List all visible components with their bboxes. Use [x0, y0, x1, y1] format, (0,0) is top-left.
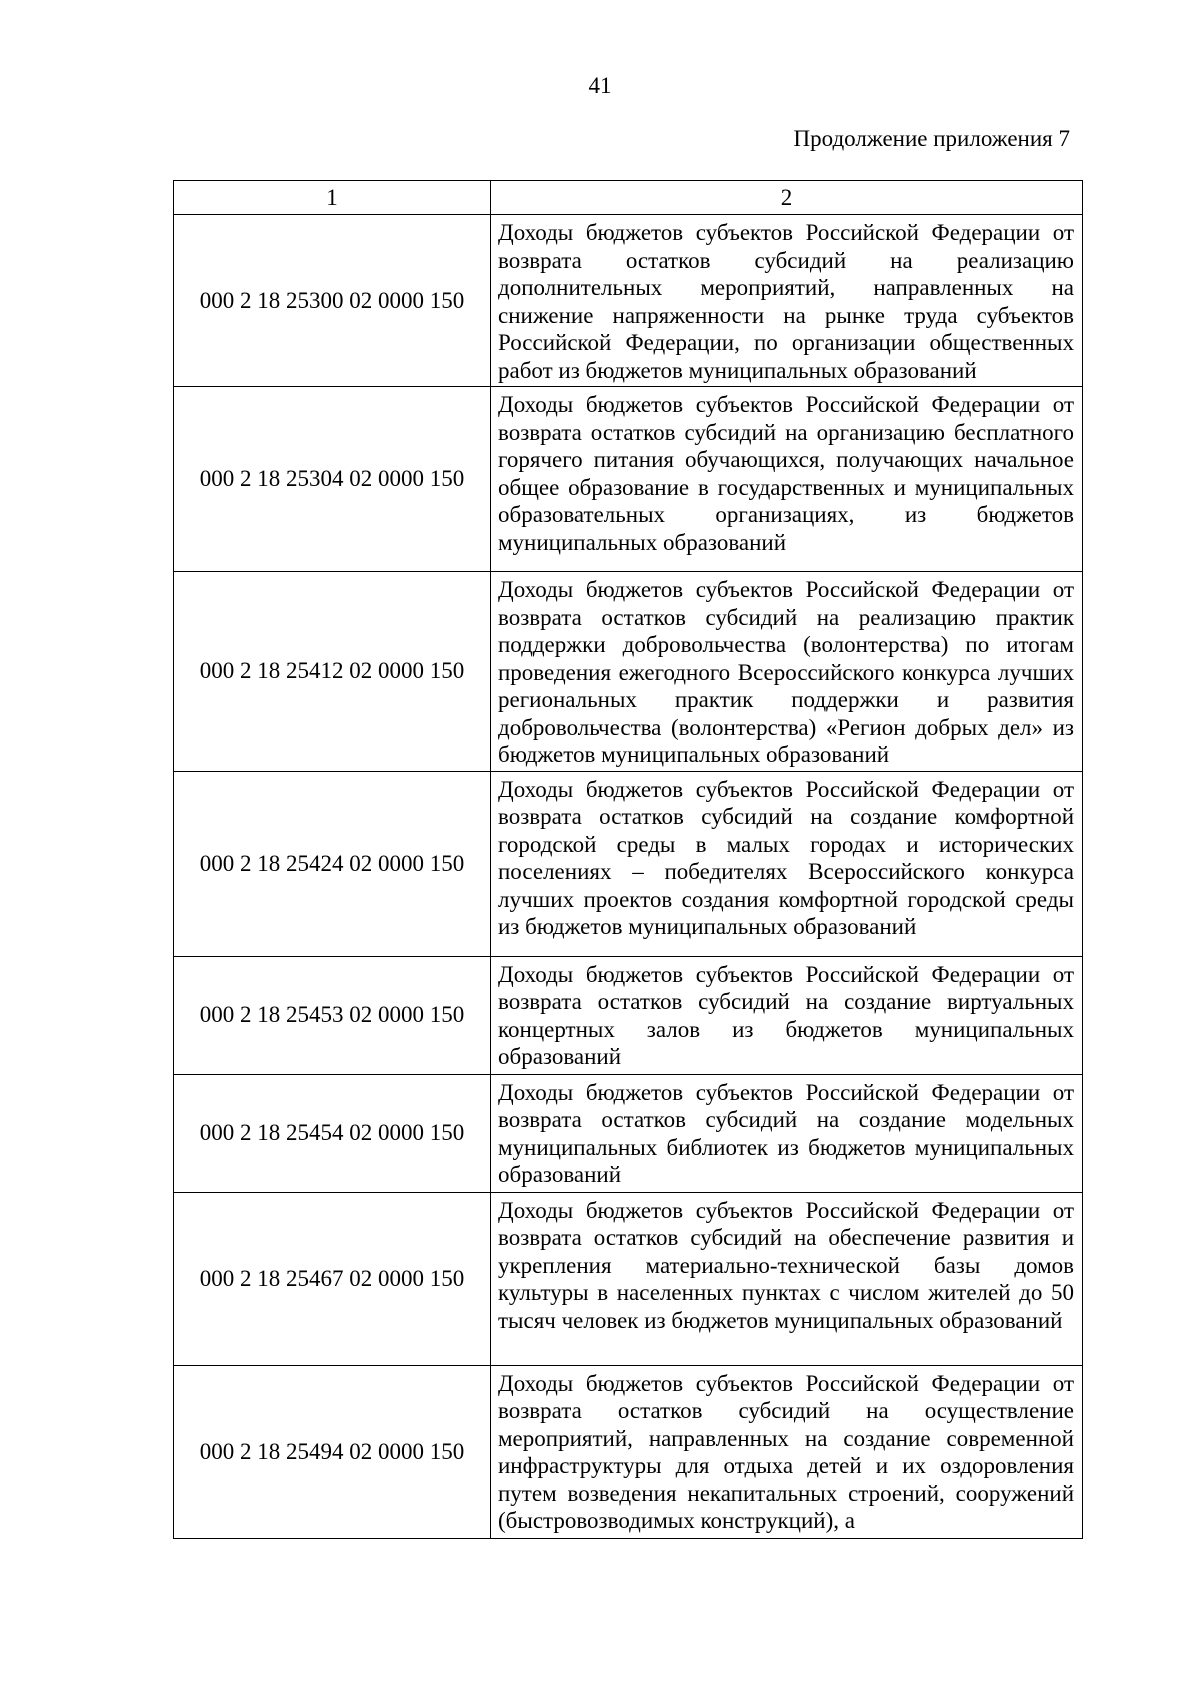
table-row — [174, 387, 1083, 572]
budget-code: 000 2 18 25454 02 0000 150 — [174, 1074, 491, 1192]
table-row — [174, 572, 1083, 772]
income-description: Доходы бюджетов субъектов Российской Федерации от возврата остатков субсидий на обеспечение развития и укрепления материально-технической базы домов культуры в населенных пунктах с числом жителей до 50 тысяч человек из бюджетов муниципальных образований — [491, 1192, 1083, 1365]
table-row — [174, 1192, 1083, 1365]
income-codes-table — [173, 180, 1083, 1539]
income-description: Доходы бюджетов субъектов Российской Федерации от возврата остатков субсидий на организацию бесплатного горячего питания обучающихся, получающих начальное общее образование в государственных и муниципальных образовательных организациях, из бюджетов муниципальных образований — [491, 387, 1083, 572]
column-header-1: 1 — [174, 181, 491, 215]
budget-code: 000 2 18 25453 02 0000 150 — [174, 956, 491, 1074]
table-row — [174, 771, 1083, 956]
income-description: Доходы бюджетов субъектов Российской Федерации от возврата остатков субсидий на осуществление мероприятий, направленных на создание современной инфраструктуры для отдыха детей и их оздоровления путем возведения некапитальных строений, сооружений (быстровозводимых конструкций), а — [491, 1365, 1083, 1538]
page-number: 41 — [588, 73, 612, 98]
income-description: Доходы бюджетов субъектов Российской Федерации от возврата остатков субсидий на создание комфортной городской среды в малых городах и исторических поселениях – победителях Всероссийского конкурса лучших проектов создания комфортной городской среды из бюджетов муниципальных образований — [491, 771, 1083, 956]
table-row — [174, 956, 1083, 1074]
table-row — [174, 215, 1083, 387]
appendix-label: Продолжение приложения 7 — [793, 126, 1070, 151]
table-row — [174, 1074, 1083, 1192]
budget-code: 000 2 18 25300 02 0000 150 — [174, 215, 491, 387]
budget-code: 000 2 18 25467 02 0000 150 — [174, 1192, 491, 1365]
income-description: Доходы бюджетов субъектов Российской Федерации от возврата остатков субсидий на реализацию дополнительных мероприятий, направленных на снижение напряженности на рынке труда субъектов Российской Федерации, по организации общественных работ из бюджетов муниципальных образований — [491, 215, 1083, 387]
income-description: Доходы бюджетов субъектов Российской Федерации от возврата остатков субсидий на создание виртуальных концертных залов из бюджетов муниципальных образований — [491, 956, 1083, 1074]
budget-code: 000 2 18 25304 02 0000 150 — [174, 387, 491, 572]
table-header-row — [174, 181, 1083, 215]
income-description: Доходы бюджетов субъектов Российской Федерации от возврата остатков субсидий на создание модельных муниципальных библиотек из бюджетов муниципальных образований — [491, 1074, 1083, 1192]
column-header-2: 2 — [491, 181, 1083, 215]
income-description: Доходы бюджетов субъектов Российской Федерации от возврата остатков субсидий на реализацию практик поддержки добровольчества (волонтерства) по итогам проведения ежегодного Всероссийского конкурса лучших региональных практик поддержки и развития добровольчества (волонтерства) «Регион добрых дел» из бюджетов муниципальных образований — [491, 572, 1083, 772]
budget-code: 000 2 18 25412 02 0000 150 — [174, 572, 491, 772]
budget-code: 000 2 18 25424 02 0000 150 — [174, 771, 491, 956]
budget-code: 000 2 18 25494 02 0000 150 — [174, 1365, 491, 1538]
table-row — [174, 1365, 1083, 1538]
